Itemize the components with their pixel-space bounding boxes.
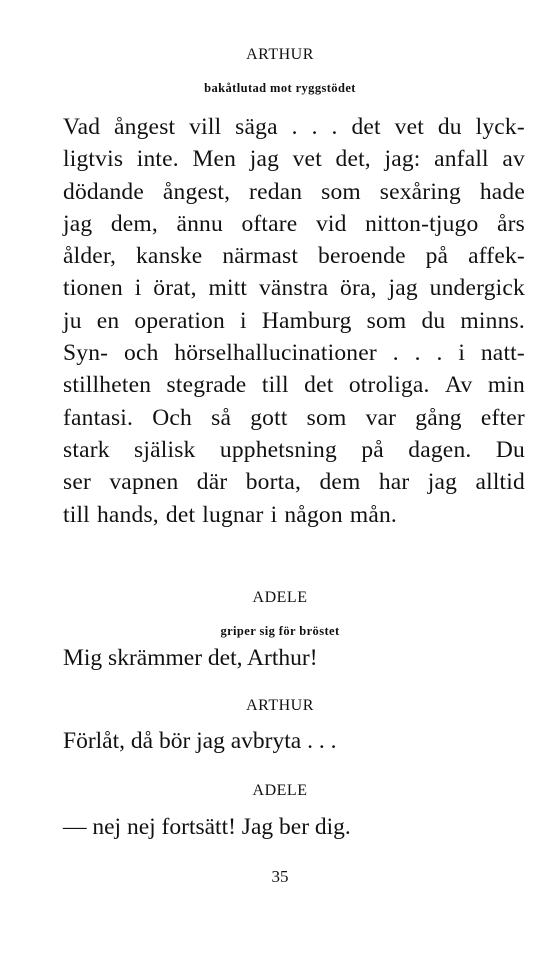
word: det — [304, 372, 334, 399]
text-line — [63, 466, 525, 498]
word: du — [437, 114, 462, 140]
word: . — [331, 114, 338, 140]
word: anfall — [434, 146, 489, 173]
word: natt- — [480, 340, 525, 367]
word: fantasi. — [63, 404, 134, 431]
word: minns. — [460, 307, 525, 334]
word: där — [196, 469, 228, 496]
word: som — [366, 307, 407, 334]
word: efter — [480, 404, 525, 431]
text-line — [63, 208, 525, 240]
word: var — [365, 404, 397, 431]
word: en — [96, 307, 120, 334]
word: dem — [319, 469, 361, 496]
word: Och — [152, 404, 192, 431]
word: det, — [335, 146, 371, 173]
word: som — [321, 178, 361, 205]
word: närmast — [222, 243, 299, 270]
word: . — [414, 340, 421, 367]
word: undergick — [429, 275, 525, 302]
word: som — [306, 404, 347, 431]
word: lyck- — [475, 114, 525, 140]
text-line — [63, 240, 525, 272]
text-line — [63, 337, 525, 369]
word: till — [63, 501, 90, 528]
word: vet — [394, 114, 424, 140]
text-line — [63, 176, 525, 208]
word: . — [311, 114, 318, 140]
word: inte. — [136, 146, 179, 173]
word: ångest — [114, 114, 176, 140]
word: jag — [427, 469, 458, 496]
speech-line: Förlåt, då bör jag avbryta . . . — [63, 728, 337, 754]
word: tionen — [63, 275, 123, 302]
word: på — [425, 243, 449, 270]
text-line — [63, 402, 525, 434]
word: . — [436, 340, 443, 367]
word: någon — [284, 501, 343, 528]
word: hade — [479, 178, 525, 205]
word: dagen. — [408, 436, 472, 463]
word: års — [496, 210, 525, 237]
speaker-name: ARTHUR — [246, 697, 314, 714]
word: . — [392, 340, 399, 367]
word: ligtvis — [63, 146, 124, 173]
word: dem, — [110, 210, 158, 237]
word: vill — [189, 114, 222, 140]
word: ångest, — [162, 178, 231, 205]
word: stark — [63, 436, 110, 463]
text-line — [63, 143, 525, 175]
text-line — [63, 111, 525, 143]
word: i — [240, 307, 247, 334]
word: så — [211, 404, 232, 431]
word: nitton-tjugo — [365, 210, 479, 237]
word: affek- — [468, 243, 525, 270]
word: hörselhallucinationer — [174, 340, 377, 367]
word: vid — [315, 210, 347, 237]
word: ålder, — [63, 243, 117, 270]
word: jag: — [384, 146, 421, 173]
word: du — [421, 307, 446, 334]
word: vapnen — [109, 469, 179, 496]
word: till — [261, 372, 289, 399]
text-line — [63, 434, 525, 466]
word: sexåring — [379, 178, 461, 205]
text-line — [63, 272, 525, 304]
word: lugnar — [202, 501, 264, 528]
word: mån. — [349, 501, 397, 528]
speaker-name: ARTHUR — [246, 46, 314, 63]
speech-line: — nej nej fortsätt! Jag ber dig. — [63, 814, 351, 840]
speaker-name: ADELE — [252, 589, 308, 606]
word: vet — [292, 146, 322, 173]
word: beroende — [318, 243, 406, 270]
word: operation — [134, 307, 225, 334]
word: . — [291, 114, 298, 140]
word: ju — [63, 307, 82, 334]
word: det — [165, 501, 196, 528]
word: jag — [249, 146, 280, 173]
word: i — [134, 275, 142, 302]
word: dödande — [63, 178, 145, 205]
word: har — [378, 469, 410, 496]
word: i — [458, 340, 466, 367]
word: själisk — [134, 436, 196, 463]
word: Men — [192, 146, 237, 173]
word: oftare — [241, 210, 298, 237]
word: kanske — [135, 243, 203, 270]
word: ser — [63, 469, 92, 496]
word: borta, — [245, 469, 302, 496]
word: hands, — [96, 501, 159, 528]
word: säga — [235, 114, 278, 140]
word: stillheten — [63, 372, 152, 399]
text-line — [63, 369, 525, 401]
word: och — [124, 340, 159, 367]
word: gott — [250, 404, 288, 431]
word: redan — [249, 178, 303, 205]
stage-direction: griper sig för bröstet — [220, 624, 340, 638]
word: mitt — [208, 275, 248, 302]
word: otroliga. — [348, 372, 430, 399]
word: gång — [415, 404, 462, 431]
word: i — [270, 501, 278, 528]
text-line — [63, 499, 525, 531]
word: Av — [445, 372, 473, 399]
word: jag — [388, 275, 418, 302]
word: örat, — [153, 275, 197, 302]
word: ännu — [176, 210, 223, 237]
word: Du — [495, 436, 525, 463]
page-number: 35 — [271, 867, 289, 886]
word: vänstra — [258, 275, 329, 302]
speech-line: Mig skrämmer det, Arthur! — [63, 645, 318, 671]
word: Hamburg — [261, 307, 352, 334]
word: stegrade — [166, 372, 247, 399]
speech-text — [63, 111, 525, 531]
word: alltid — [475, 469, 525, 496]
word: det — [351, 114, 381, 140]
stage-direction: bakåtlutad mot ryggstödet — [204, 81, 356, 95]
word: på — [361, 436, 384, 463]
word: öra, — [340, 275, 377, 302]
word: jag — [63, 210, 93, 237]
speaker-name: ADELE — [252, 782, 308, 799]
text-line — [63, 305, 525, 337]
word: min — [487, 372, 525, 399]
word: upphetsning — [219, 436, 337, 463]
word: av — [502, 146, 525, 173]
word: Vad — [63, 114, 101, 140]
word: Syn- — [63, 340, 109, 367]
